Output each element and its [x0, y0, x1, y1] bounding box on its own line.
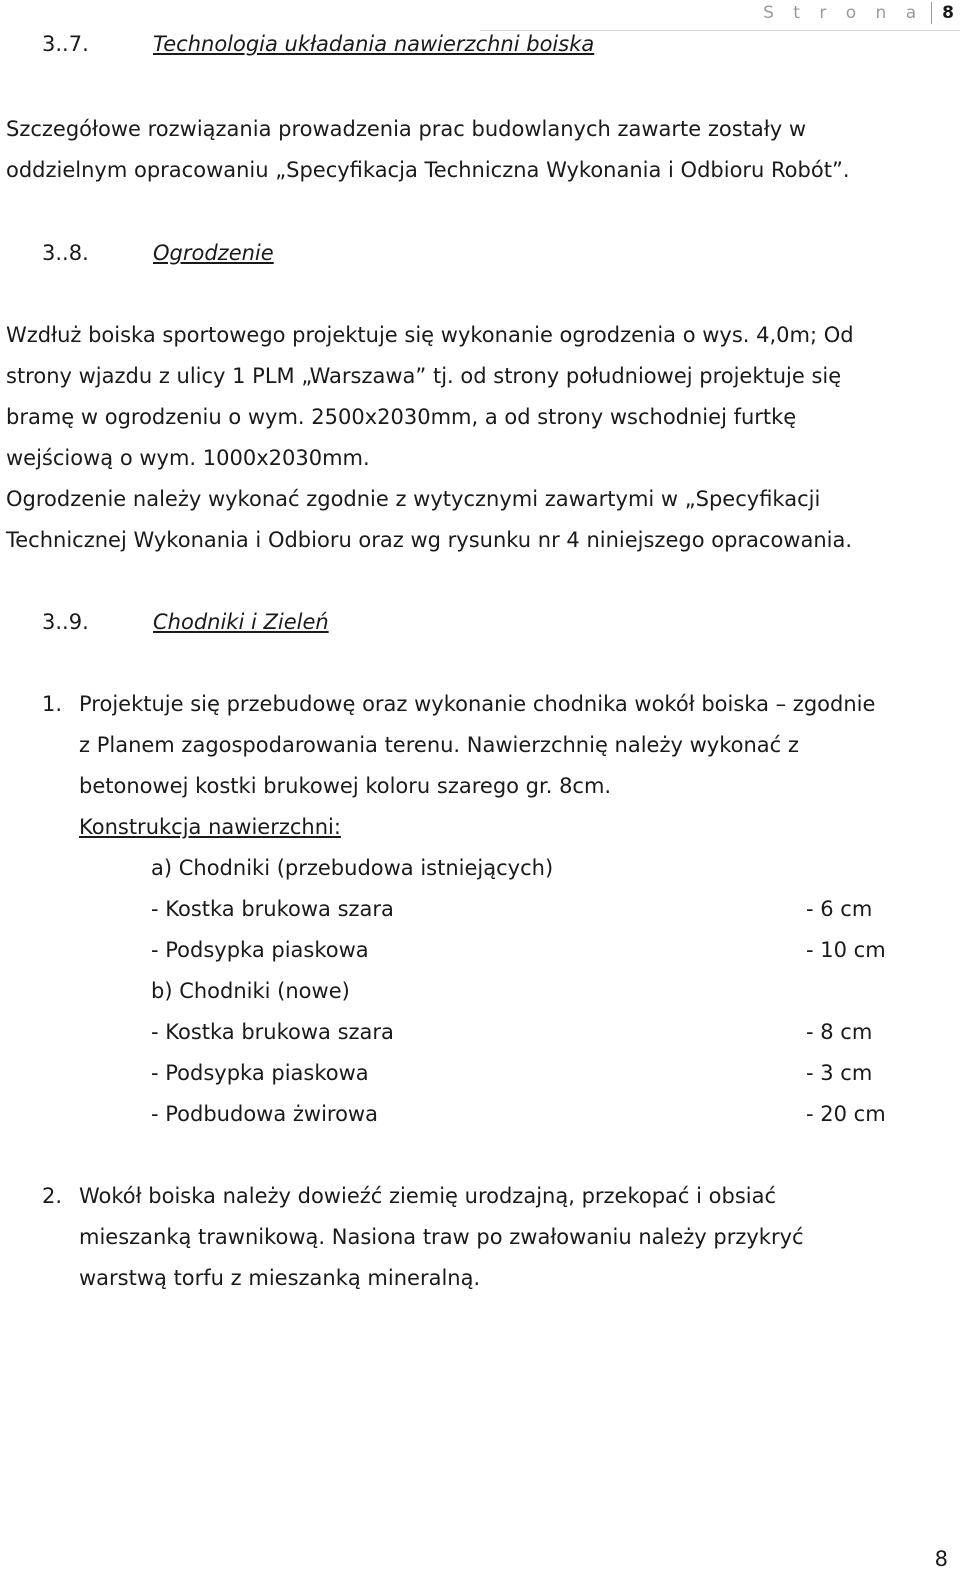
- item-1-line: Projektuje się przebudowę oraz wykonanie chodnika wokół boiska – zgodnie: [79, 692, 876, 716]
- page-header: [763, 0, 960, 26]
- layer-name: - Podsypka piaskowa: [151, 1061, 369, 1085]
- section-38-title: Ogrodzenie: [153, 241, 274, 265]
- item-2-line: Wokół boiska należy dowieźć ziemię urodzajną, przekopać i obsiać: [79, 1184, 777, 1208]
- item-2-line: mieszanką trawnikową. Nasiona traw po zwałowaniu należy przykryć: [79, 1225, 804, 1249]
- page-label: S t r o n a: [763, 3, 924, 23]
- layer-name: - Kostka brukowa szara: [151, 1020, 394, 1044]
- layer-name: - Podsypka piaskowa: [151, 938, 369, 962]
- section-37-line: Szczegółowe rozwiązania prowadzenia prac budowlanych zawarte zostały w: [6, 117, 807, 141]
- header-page-number: 8: [942, 3, 954, 23]
- section-37-title: Technologia układania nawierzchni boiska: [153, 32, 595, 56]
- section-39-number: 3..9.: [42, 610, 89, 634]
- section-38-line: Technicznej Wykonania i Odbioru oraz wg rysunku nr 4 niniejszego opracowania.: [6, 528, 853, 552]
- layer-name: - Kostka brukowa szara: [151, 897, 394, 921]
- section-38-line: Wzdłuż boiska sportowego projektuje się wykonanie ogrodzenia o wys. 4,0m; Od: [6, 323, 854, 347]
- section-38-line: Ogrodzenie należy wykonać zgodnie z wytycznymi zawartymi w „Specyfikacji: [6, 487, 821, 511]
- footer-page-number: 8: [934, 1547, 948, 1571]
- section-37-line: oddzielnym opracowaniu „Specyfikacja Techniczna Wykonania i Odbioru Robót”.: [6, 158, 850, 182]
- layer-thickness: - 6 cm: [806, 897, 873, 921]
- group-b-title: b) Chodniki (nowe): [151, 979, 350, 1003]
- item-1-line: betonowej kostki brukowej koloru szarego gr. 8cm.: [79, 774, 612, 798]
- section-38-line: wejściową o wym. 1000x2030mm.: [6, 446, 370, 470]
- section-38-line: strony wjazdu z ulicy 1 PLM „Warszawa” tj. od strony południowej projektuje się: [6, 364, 842, 388]
- header-divider: [931, 2, 932, 24]
- section-38-number: 3..8.: [42, 241, 89, 265]
- layer-thickness: - 8 cm: [806, 1020, 873, 1044]
- item-2-line: warstwą torfu z mieszanką mineralną.: [79, 1266, 481, 1290]
- layer-name: - Podbudowa żwirowa: [151, 1102, 378, 1126]
- header-rule: [480, 30, 960, 31]
- item-2-number: 2.: [42, 1184, 63, 1208]
- section-38-line: bramę w ogrodzeniu o wym. 2500x2030mm, a od strony wschodniej furtkę: [6, 405, 797, 429]
- layer-thickness: - 3 cm: [806, 1061, 873, 1085]
- layer-thickness: - 10 cm: [806, 938, 886, 962]
- group-a-title: a) Chodniki (przebudowa istniejących): [151, 856, 554, 880]
- item-1-line: z Planem zagospodarowania terenu. Nawierzchnię należy wykonać z: [79, 733, 799, 757]
- item-1-number: 1.: [42, 692, 63, 716]
- construction-label: Konstrukcja nawierzchni:: [79, 815, 341, 839]
- section-37-number: 3..7.: [42, 32, 89, 56]
- layer-thickness: - 20 cm: [806, 1102, 886, 1126]
- section-39-title: Chodniki i Zieleń: [153, 610, 329, 634]
